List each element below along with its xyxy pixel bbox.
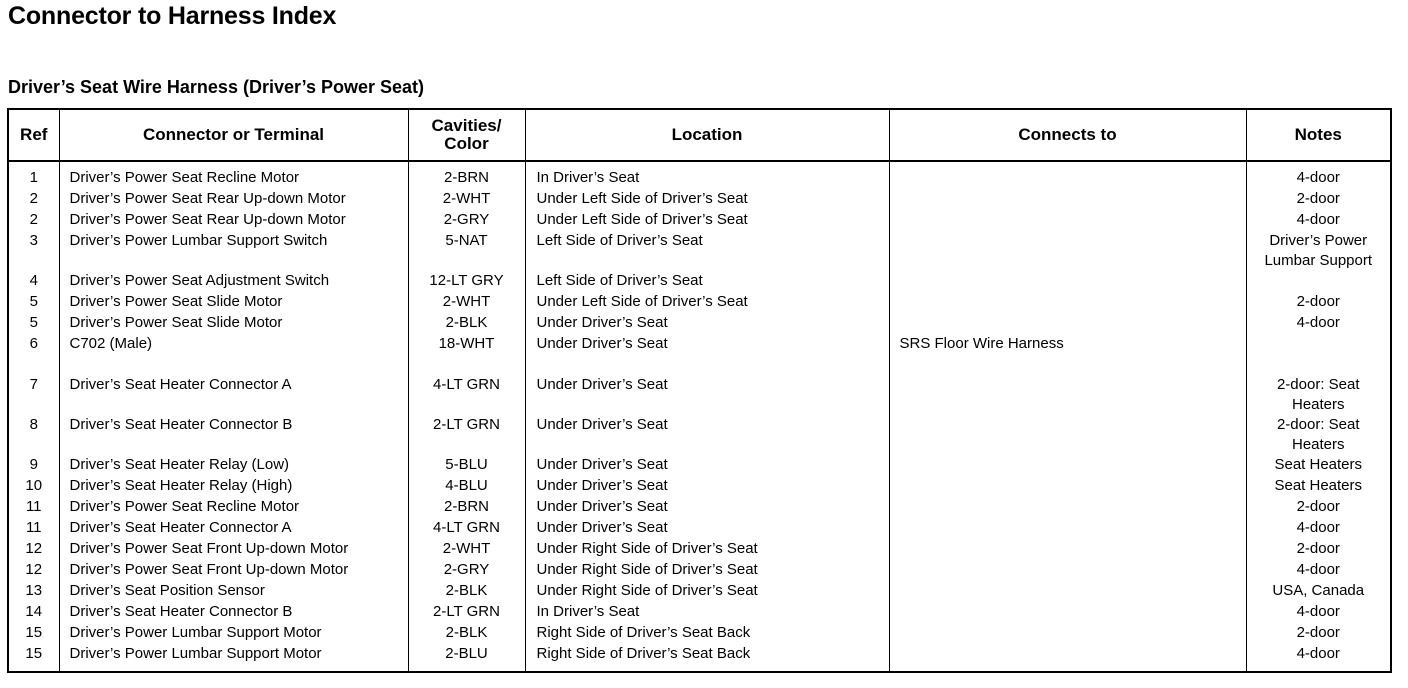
- cell-cavities: 4-LT GRN: [408, 375, 525, 415]
- header-location: Location: [525, 109, 889, 161]
- table-row: [8, 161, 1391, 189]
- cell-connects-to: [889, 560, 1246, 581]
- cell-location: Right Side of Driver’s Seat Back: [525, 623, 889, 644]
- cell-location: Under Driver’s Seat: [525, 497, 889, 518]
- cell-connects-to: [889, 455, 1246, 476]
- cell-connector: Driver’s Power Seat Front Up-down Motor: [59, 560, 408, 581]
- cell-connects-to: [889, 623, 1246, 644]
- cell-connects-to: [889, 476, 1246, 497]
- cell-connector: Driver’s Seat Position Sensor: [59, 581, 408, 602]
- note-line: 2-door: [1296, 293, 1340, 310]
- note-line: 4-door: [1296, 603, 1340, 620]
- cell-connects-to: [889, 161, 1246, 189]
- cell-connects-to: [889, 292, 1246, 313]
- cell-connector: Driver’s Power Seat Recline Motor: [59, 497, 408, 518]
- table-row: [8, 560, 1391, 581]
- cell-location: Under Left Side of Driver’s Seat: [525, 292, 889, 313]
- cell-location: Under Driver’s Seat: [525, 313, 889, 334]
- cell-connector: Driver’s Seat Heater Connector B: [59, 415, 408, 455]
- cell-cavities: 5-NAT: [408, 231, 525, 271]
- cell-ref: 2: [8, 189, 59, 210]
- cell-notes: [1246, 189, 1391, 210]
- cell-cavities: 2-BLK: [408, 313, 525, 334]
- cell-connector: Driver’s Power Seat Rear Up-down Motor: [59, 210, 408, 231]
- table-row: [8, 581, 1391, 602]
- cell-connector: Driver’s Power Seat Front Up-down Motor: [59, 539, 408, 560]
- note-line: Heaters: [1291, 396, 1345, 413]
- table-body: [8, 161, 1391, 672]
- note-line: 4-door: [1296, 645, 1340, 662]
- cell-location: Left Side of Driver’s Seat: [525, 231, 889, 271]
- cell-location: In Driver’s Seat: [525, 161, 889, 189]
- cell-notes: [1246, 623, 1391, 644]
- cell-notes: [1246, 210, 1391, 231]
- cell-cavities: 2-WHT: [408, 292, 525, 313]
- cell-location: In Driver’s Seat: [525, 602, 889, 623]
- cell-ref: 13: [8, 581, 59, 602]
- cell-location: Right Side of Driver’s Seat Back: [525, 644, 889, 672]
- note-line: 4-door: [1296, 519, 1340, 536]
- cell-cavities: 2-GRY: [408, 560, 525, 581]
- cell-ref: 6: [8, 334, 59, 375]
- connector-index-table: [7, 108, 1392, 673]
- note-line: Heaters: [1291, 436, 1345, 453]
- note-line: 4-door: [1296, 211, 1340, 228]
- header-row: [8, 109, 1391, 161]
- cell-location: Under Driver’s Seat: [525, 476, 889, 497]
- note-line: Seat Heaters: [1274, 477, 1363, 494]
- cell-ref: 4: [8, 271, 59, 292]
- cell-connector: Driver’s Power Seat Adjustment Switch: [59, 271, 408, 292]
- cell-notes: [1246, 560, 1391, 581]
- cell-location: Under Right Side of Driver’s Seat: [525, 581, 889, 602]
- cell-connects-to: [889, 375, 1246, 415]
- table-row: [8, 334, 1391, 375]
- cell-connects-to: [889, 415, 1246, 455]
- cell-location: Left Side of Driver’s Seat: [525, 271, 889, 292]
- note-line: Seat Heaters: [1274, 456, 1363, 473]
- cell-connector: Driver’s Power Seat Rear Up-down Motor: [59, 189, 408, 210]
- table-row: [8, 210, 1391, 231]
- cell-ref: 14: [8, 602, 59, 623]
- cell-ref: 11: [8, 518, 59, 539]
- cell-cavities: 5-BLU: [408, 455, 525, 476]
- cell-location: Under Driver’s Seat: [525, 415, 889, 455]
- cell-cavities: 2-WHT: [408, 539, 525, 560]
- cell-notes: [1246, 161, 1391, 189]
- cell-connector: Driver’s Seat Heater Connector B: [59, 602, 408, 623]
- cell-ref: 12: [8, 560, 59, 581]
- cell-ref: 15: [8, 644, 59, 672]
- cell-ref: 3: [8, 231, 59, 271]
- page-title: Connector to Harness Index: [8, 2, 337, 30]
- table-row: [8, 497, 1391, 518]
- note-line: 2-door: [1296, 498, 1340, 515]
- cell-cavities: 2-GRY: [408, 210, 525, 231]
- cell-location: Under Left Side of Driver’s Seat: [525, 210, 889, 231]
- header-cavities-line1: Cavities/: [431, 116, 502, 135]
- table-row: [8, 231, 1391, 271]
- header-notes: Notes: [1246, 109, 1391, 161]
- note-line: 2-door: [1296, 190, 1340, 207]
- cell-location: Under Driver’s Seat: [525, 518, 889, 539]
- section-title: Driver’s Seat Wire Harness (Driver’s Power Seat): [8, 77, 425, 97]
- cell-notes: [1246, 518, 1391, 539]
- cell-notes: [1246, 271, 1391, 292]
- cell-ref: 11: [8, 497, 59, 518]
- note-line: 2-door: Seat: [1276, 376, 1360, 393]
- cell-ref: 15: [8, 623, 59, 644]
- cell-ref: 1: [8, 161, 59, 189]
- cell-connects-to: [889, 271, 1246, 292]
- cell-connects-to: SRS Floor Wire Harness: [889, 334, 1246, 375]
- table-row: [8, 518, 1391, 539]
- cell-notes: [1246, 415, 1391, 455]
- cell-notes: [1246, 292, 1391, 313]
- cell-ref: 2: [8, 210, 59, 231]
- cell-cavities: 4-BLU: [408, 476, 525, 497]
- cell-location: Under Right Side of Driver’s Seat: [525, 539, 889, 560]
- cell-cavities: 2-BLK: [408, 623, 525, 644]
- cell-connects-to: [889, 518, 1246, 539]
- table-row: [8, 539, 1391, 560]
- cell-cavities: 2-LT GRN: [408, 415, 525, 455]
- header-connector: Connector or Terminal: [59, 109, 408, 161]
- cell-notes: [1246, 497, 1391, 518]
- cell-location: Under Left Side of Driver’s Seat: [525, 189, 889, 210]
- cell-location: Under Driver’s Seat: [525, 334, 889, 375]
- table-row: [8, 602, 1391, 623]
- cell-connector: Driver’s Seat Heater Connector A: [59, 375, 408, 415]
- cell-cavities: 18-WHT: [408, 334, 525, 375]
- cell-connector: Driver’s Power Seat Slide Motor: [59, 313, 408, 334]
- cell-ref: 9: [8, 455, 59, 476]
- cell-connector: Driver’s Seat Heater Relay (High): [59, 476, 408, 497]
- cell-notes: [1246, 581, 1391, 602]
- cell-connects-to: [889, 231, 1246, 271]
- cell-cavities: 2-BLK: [408, 581, 525, 602]
- cell-notes: [1246, 334, 1391, 375]
- cell-connects-to: [889, 581, 1246, 602]
- note-line: 4-door: [1296, 314, 1340, 331]
- cell-notes: [1246, 375, 1391, 415]
- cell-notes: [1246, 602, 1391, 623]
- note-line: Driver’s Power: [1269, 232, 1368, 249]
- header-connects-to: Connects to: [889, 109, 1246, 161]
- cell-cavities: 2-BRN: [408, 161, 525, 189]
- cell-connector: Driver’s Power Lumbar Support Switch: [59, 231, 408, 271]
- table-header: [8, 109, 1391, 161]
- table-row: [8, 455, 1391, 476]
- note-line: Lumbar Support: [1264, 252, 1373, 269]
- cell-location: Under Right Side of Driver’s Seat: [525, 560, 889, 581]
- table-row: [8, 375, 1391, 415]
- cell-ref: 12: [8, 539, 59, 560]
- header-cavities-line2: Color: [444, 134, 489, 153]
- note-line: 2-door: [1296, 540, 1340, 557]
- cell-cavities: 4-LT GRN: [408, 518, 525, 539]
- table-row: [8, 313, 1391, 334]
- cell-connector: Driver’s Power Lumbar Support Motor: [59, 623, 408, 644]
- cell-connector: C702 (Male): [59, 334, 408, 375]
- cell-notes: [1246, 455, 1391, 476]
- cell-connector: Driver’s Seat Heater Relay (Low): [59, 455, 408, 476]
- cell-cavities: 12-LT GRY: [408, 271, 525, 292]
- cell-notes: [1246, 476, 1391, 497]
- note-line: 4-door: [1296, 169, 1340, 186]
- cell-notes: [1246, 231, 1391, 271]
- cell-location: Under Driver’s Seat: [525, 375, 889, 415]
- table-row: [8, 476, 1391, 497]
- cell-cavities: 2-BLU: [408, 644, 525, 672]
- table-row: [8, 623, 1391, 644]
- cell-connector: Driver’s Power Lumbar Support Motor: [59, 644, 408, 672]
- cell-notes: [1246, 313, 1391, 334]
- note-line: 2-door: Seat: [1276, 416, 1360, 433]
- table-row: [8, 415, 1391, 455]
- cell-ref: 5: [8, 292, 59, 313]
- cell-connector: Driver’s Seat Heater Connector A: [59, 518, 408, 539]
- header-cavities: [408, 109, 525, 161]
- cell-notes: [1246, 539, 1391, 560]
- cell-connects-to: [889, 189, 1246, 210]
- cell-connects-to: [889, 497, 1246, 518]
- cell-connects-to: [889, 602, 1246, 623]
- cell-connector: Driver’s Power Seat Recline Motor: [59, 161, 408, 189]
- cell-ref: 8: [8, 415, 59, 455]
- cell-cavities: 2-WHT: [408, 189, 525, 210]
- cell-ref: 7: [8, 375, 59, 415]
- cell-notes: [1246, 644, 1391, 672]
- header-ref: Ref: [8, 109, 59, 161]
- cell-ref: 10: [8, 476, 59, 497]
- cell-connects-to: [889, 313, 1246, 334]
- cell-ref: 5: [8, 313, 59, 334]
- note-line: 2-door: [1296, 624, 1340, 641]
- cell-connector: Driver’s Power Seat Slide Motor: [59, 292, 408, 313]
- note-line: 4-door: [1296, 561, 1340, 578]
- cell-connects-to: [889, 539, 1246, 560]
- cell-connects-to: [889, 210, 1246, 231]
- cell-connects-to: [889, 644, 1246, 672]
- note-line: USA, Canada: [1272, 582, 1365, 599]
- cell-cavities: 2-LT GRN: [408, 602, 525, 623]
- cell-location: Under Driver’s Seat: [525, 455, 889, 476]
- table-row: [8, 271, 1391, 292]
- table-row: [8, 189, 1391, 210]
- cell-cavities: 2-BRN: [408, 497, 525, 518]
- table-row: [8, 644, 1391, 672]
- table-row: [8, 292, 1391, 313]
